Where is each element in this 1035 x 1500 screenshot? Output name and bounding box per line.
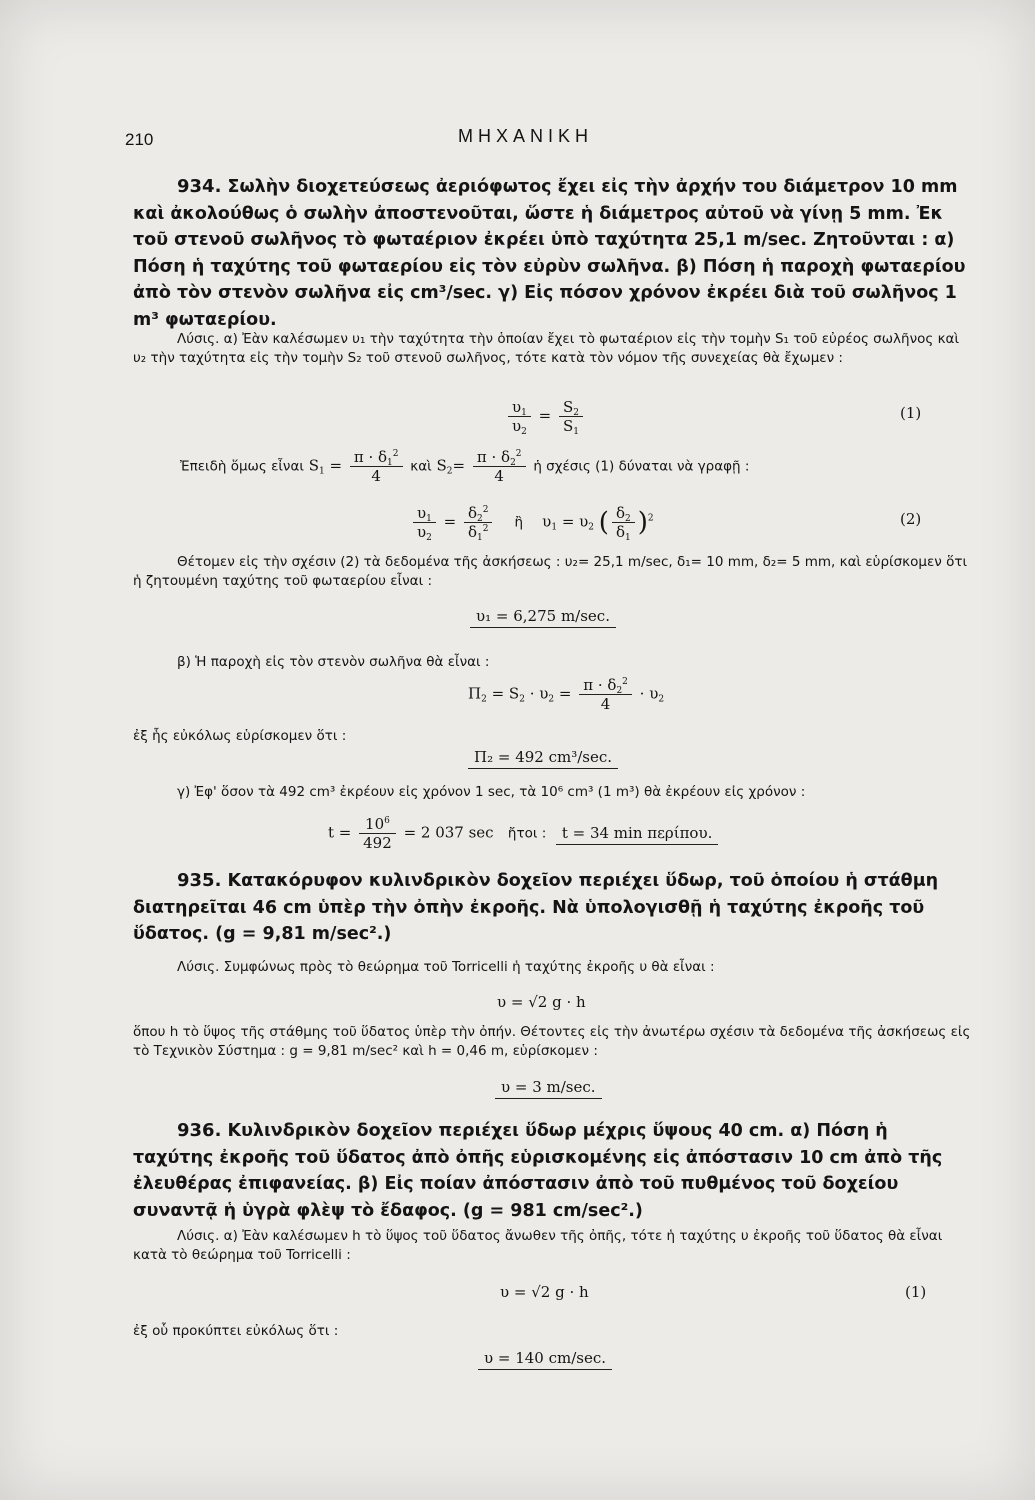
problem-935-text: Κατακόρυφον κυλινδρικὸν δοχεῖον περιέχει ὕδωρ, τοῦ ὁποίου ἡ στάθμη διατηρεῖται 46 cm ὑπὲρ τὴν ὀπὴν ἐκροῆς. Νὰ ὑπολογισθῇ ἡ ταχύτης ἐκροῆς τοῦ ὕδατος. (g = 9,81 m/sec².) [133,871,939,944]
beta-text: β) Ἡ παροχὴ εἰς τὸν στενὸν σωλῆνα θὰ εἶναι : [177,654,490,670]
problem-934-number: 934. [177,176,222,197]
equation-2: $\frac{\upsilon_1}{\upsilon_2}$ = $\frac{\delta_2^2}{\delta_1^2}$ ἢ $\upsilon_1 = \upsilon_2$ ( $\frac{\delta_2}{\delta_1}$ )$^2$ [410,504,654,541]
relation-text: ἡ σχέσις (1) δύναται νὰ γραφῇ : [533,458,750,475]
gamma-text: γ) Ἐφ' ὅσον τὰ 492 cm³ ἐκρέουν εἰς χρόνον 1 sec, τὰ 10⁶ cm³ (1 m³) θὰ ἐκρέουν εἰς χρόνον : [177,784,806,800]
problem-936-number: 936. [177,1120,222,1141]
torricelli-formula-936: υ = √2 g · h [500,1283,589,1301]
problem-936 [133,1118,973,1224]
torricelli-formula-935: υ = √2 g · h [497,993,586,1011]
problem-934-text: Σωλὴν διοχετεύσεως ἀεριόφωτος ἔχει εἰς τὴν ἀρχήν του διάμετρον 10 mm καὶ ἀκολούθως ὁ σωλὴν ἀποστενοῦται, ὥστε ἡ διάμετρος αὐτοῦ νὰ γίνῃ 5 mm. Ἐκ τοῦ στενοῦ σωλῆνος τὸ φωταέριον ἐκρέει ὑπὸ ταχύτητα 25,1 m/sec. Ζητοῦνται : α) Πόση ἡ ταχύτης τοῦ φωταερίου εἰς τὸν εὐρὺν σωλῆνα. β) Πόση ἡ παροχὴ φωταερίου ἀπὸ τὸν στενὸν σωλῆνα εἰς cm³/sec. γ) Εἰς πόσον χρόνον ἐκρέει διὰ τοῦ σωλῆνος 1 m³ φωταερίου. [133,177,966,330]
equation-sections: Ἐπειδὴ ὅμως εἶναι $S_1$ = $\frac{\pi \cdot \delta_1^2}{4}$ καὶ $S_2=$ $\frac{\pi \cdot \delta_2^2}{4}$ ἡ σχέσις (1) δύναται νὰ γραφῇ : [180,448,750,485]
equation-2-label: (2) [900,510,922,528]
since-text: Ἐπειδὴ ὅμως εἶναι [180,458,304,475]
problem-935-mid-text: ὅπου h τὸ ὕψος τῆς στάθμης τοῦ ὕδατος ὑπὲρ τὴν ὀπήν. Θέτοντες εἰς τὴν ἀνωτέρω σχέσιν τὰ δεδομένα τῆς ἀσκήσεως εἰς τὸ Τεχνικὸν Σύστημα : g = 9,81 m/sec² καὶ h = 0,46 m, εὑρίσκομεν : [133,1024,971,1059]
equation-flow: $\Pi_2 = S_2 \cdot \upsilon_2$ = $\frac{\pi \cdot \delta_2^2}{4}$ · $\upsilon_2$ [468,676,665,713]
equation-continuity: $\frac{\upsilon_1}{\upsilon_2}$ = $\frac{S_2}{S_1}$ [505,398,586,435]
substitute-text: Θέτομεν εἰς τὴν σχέσιν (2) τὰ δεδομένα τῆς ἀσκήσεως : υ₂= 25,1 m/sec, δ₁= 10 mm, δ₂= 5 mm, καὶ εὑρίσκομεν ὅτι ἡ ζητουμένη ταχύτης τοῦ φωταερίου εἶναι : [133,554,968,589]
t-expression: = 2 037 sec [403,823,494,842]
problem-935-solution-intro: Λύσις. Συμφώνως πρὸς τὸ θεώρημα τοῦ Torricelli ἡ ταχύτης ἐκροῆς υ θὰ εἶναι : [177,959,715,975]
or-text: ἢ [514,514,524,531]
equation-1-label: (1) [900,404,922,422]
problem-936-text: Κυλινδρικὸν δοχεῖον περιέχει ὕδωρ μέχρις ὕψους 40 cm. α) Πόση ἡ ταχύτης ἐκροῆς τοῦ ὕδατος ἀπὸ ὀπῆς εὑρισκομένης εἰς ἀπόστασιν 10 cm ἀπὸ τῆς ἐλευθέρας ἐπιφανείας. β) Εἰς ποίαν ἀπόστασιν ἀπὸ τοῦ πυθμένος τοῦ δοχείου συναντᾷ ἡ ὑγρὰ φλὲψ τὸ ἔδαφος. (g = 981 cm/sec².) [133,1121,943,1221]
and-text: καὶ [410,458,432,475]
result-935: υ = 3 m/sec. [495,1078,602,1096]
equation-936-label: (1) [905,1283,927,1301]
result-c: t = 34 min περίπου. [556,824,719,845]
equation-time: t = $\frac{10^6}{492}$ = 2 037 sec ἤτοι : t = 34 min περίπου. [328,815,718,852]
running-title: ΜΗΧΑΝΙΚΗ [458,126,594,146]
page-number: 210 [125,130,154,149]
problem-934-solution-intro: Λύσις. α) Ἐὰν καλέσωμεν υ₁ τὴν ταχύτητα τὴν ὁποίαν ἔχει τὸ φωταέριον εἰς τὴν τομὴν S₁ τοῦ εὐρέος σωλῆνος καὶ υ₂ τὴν ταχύτητα εἰς τὴν τομὴν S₂ τοῦ στενοῦ σωλῆνος, τότε κατὰ τὸν νόμον τῆς συνεχείας θὰ ἔχωμεν : [133,331,960,366]
problem-935-number: 935. [177,870,222,891]
follows-text: ἐξ οὗ προκύπτει εὐκόλως ὅτι : [133,1323,339,1339]
ie-text: ἤτοι : [507,825,547,842]
result-b: Π₂ = 492 cm³/sec. [468,748,618,766]
result-a: υ₁ = 6,275 m/sec. [470,607,616,625]
problem-934 [133,174,973,333]
result-936: υ = 140 cm/sec. [478,1349,612,1367]
problem-936-solution-intro: Λύσις. α) Ἐὰν καλέσωμεν h τὸ ὕψος τοῦ ὕδατος ἄνωθεν τῆς ὀπῆς, τότε ἡ ταχύτης υ ἐκροῆς τοῦ ὕδατος θὰ εἶναι κατὰ τὸ θεώρημα τοῦ Torricelli : [133,1228,943,1263]
from-which-text: ἐξ ἧς εὐκόλως εὑρίσκομεν ὅτι : [133,728,347,744]
problem-935 [133,868,973,948]
